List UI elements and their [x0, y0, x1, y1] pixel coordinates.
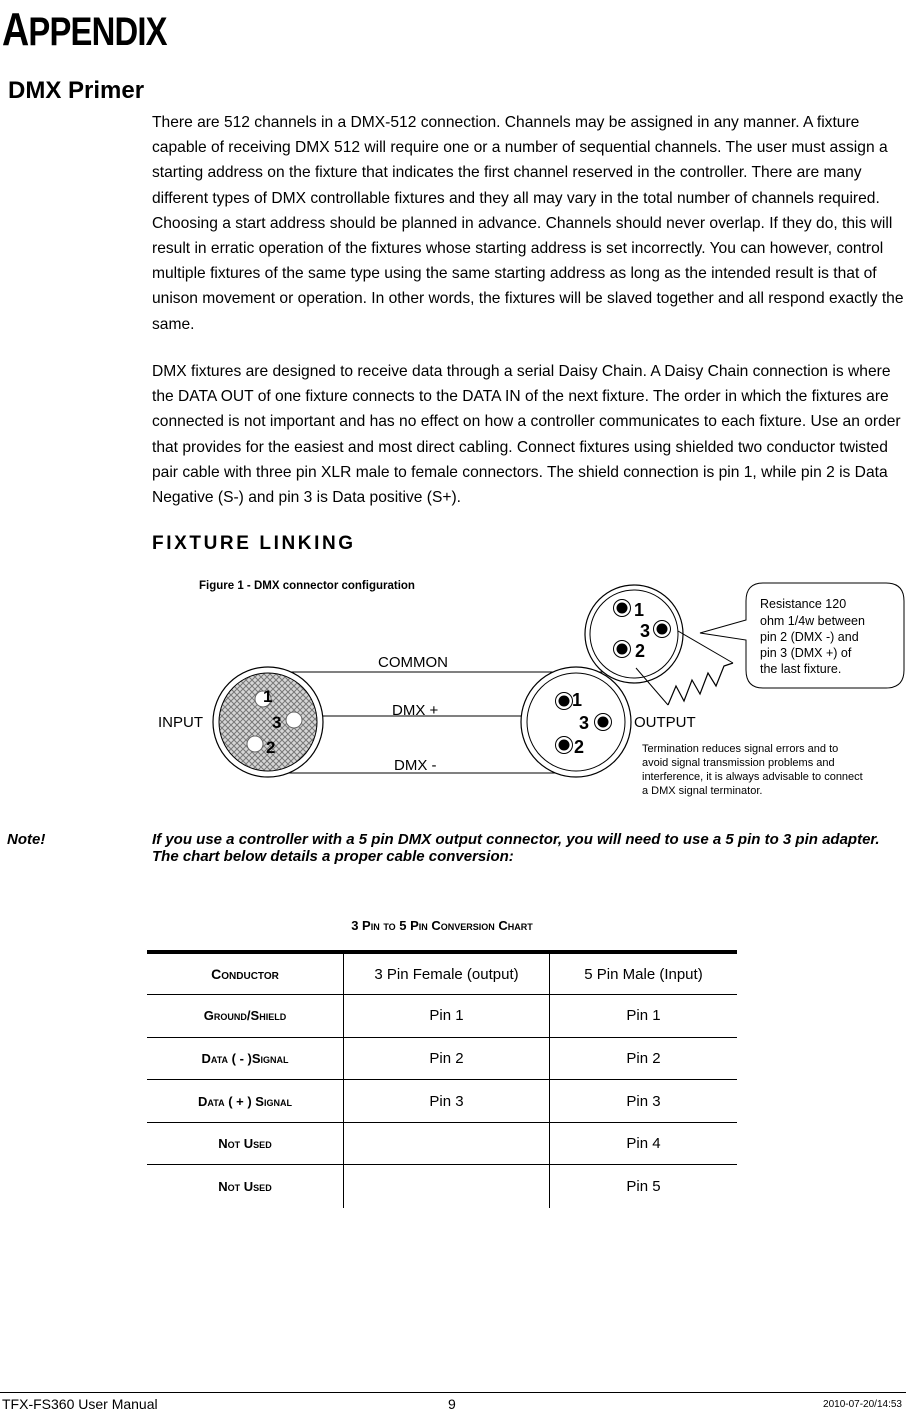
row-5pin: Pin 2	[626, 1049, 661, 1067]
input-pin-2-label: 2	[266, 738, 276, 757]
callout-line-3: pin 2 (DMX -) and	[760, 630, 859, 644]
row-conductor: Data ( - )Signal	[201, 1050, 289, 1066]
header-3pin: 3 Pin Female (output)	[344, 952, 550, 995]
row-5pin: Pin 4	[626, 1135, 661, 1153]
termination-note	[642, 743, 863, 797]
heading-initial: A	[2, 3, 29, 55]
footer-divider	[0, 1392, 906, 1393]
callout-line-4: pin 3 (DMX +) of	[760, 646, 852, 660]
resistor-icon	[668, 663, 733, 705]
resistance-callout	[700, 583, 904, 688]
dmx-minus-label: DMX -	[394, 757, 437, 774]
callout-line-5: the last fixture.	[760, 662, 842, 676]
paragraph-channels: There are 512 channels in a DMX-512 connection. Channels may be assigned in any manner. A fixture capable of receiving DMX 512 will require one or a number of sequential channels. The user must assign a starting address on the fixture that indicates the first channel reserved in the controller. There are many different types of DMX controllable fixtures and they all may vary in the total number of channels required. Choosing a start address should be planned in advance. Channels should never overlap. If they do, this will result in erratic operation of the fixtures whose starting address is set incorrectly. You can however, control multiple fixtures of the same type using the same starting address as long as the intended result is that of unison movement or operation. In other words, the fixtures will be slaved together and all respond exactly the same.	[152, 114, 904, 333]
row-5pin: Pin 5	[626, 1178, 661, 1196]
dmx-plus-label: DMX +	[392, 702, 439, 719]
footer-manual-title: TFX-FS360 User Manual	[2, 1396, 158, 1412]
termination-line-4: a DMX signal terminator.	[642, 785, 763, 797]
section-title: DMX Primer	[8, 77, 145, 104]
heading-rest: PPENDIX	[28, 10, 167, 54]
header-5pin: 5 Pin Male (Input)	[584, 965, 703, 983]
note-label: Note!	[7, 831, 46, 848]
page-heading	[2, 2, 167, 56]
figure-caption: Figure 1 - DMX connector configuration	[199, 580, 415, 592]
termination-line-3: interference, it is always advisable to connect	[642, 771, 863, 783]
table-row	[147, 995, 737, 1038]
conversion-table	[147, 950, 737, 1208]
input-pin-2	[247, 736, 263, 752]
table-row	[147, 1080, 737, 1123]
input-pin-3-label: 3	[272, 713, 282, 732]
input-pin-1-label: 1	[263, 687, 273, 706]
row-3pin: Pin 1	[344, 995, 550, 1038]
header-conductor: Conductor	[211, 966, 279, 983]
row-5pin: Pin 3	[626, 1092, 661, 1110]
table-header-row	[147, 952, 737, 995]
table-row	[147, 1122, 737, 1165]
dmx-connector-diagram	[0, 560, 906, 810]
row-conductor: Not Used	[218, 1136, 272, 1152]
row-3pin	[344, 1165, 550, 1208]
note-line-1: If you use a controller with a 5 pin DMX output connector, you will need to use a 5 pin to 3 pin adapter.	[152, 831, 880, 848]
row-5pin: Pin 1	[626, 1007, 661, 1025]
input-label: INPUT	[158, 714, 203, 731]
output-pin-3-label: 3	[579, 713, 590, 733]
footer-timestamp: 2010-07-20/14:53	[823, 1399, 902, 1410]
terminator-pin-3-label: 3	[640, 621, 651, 641]
note-line-2: The chart below details a proper cable conversion:	[152, 848, 514, 865]
output-connector	[521, 667, 631, 777]
terminator-pin-2-label: 2	[635, 641, 646, 661]
row-conductor: Data ( + ) Signal	[198, 1093, 292, 1109]
table-row	[147, 1165, 737, 1208]
termination-line-1: Termination reduces signal errors and to	[642, 743, 839, 755]
note-text	[152, 831, 902, 865]
row-conductor: Ground/Shield	[203, 1008, 287, 1024]
conversion-chart-title: 3 Pin to 5 Pin Conversion Chart	[351, 918, 533, 933]
callout-line-1: Resistance 120	[760, 597, 847, 611]
paragraph-daisy-chain: DMX fixtures are designed to receive data through a serial Daisy Chain. A Daisy Chain connection is where the DATA OUT of one fixture connects to the DATA IN of the next fixture. The order in which the fixtures are connected is not important and has no effect on how a controller communicates to each fixture. Use an order that provides for the easiest and most direct cabling. Connect fixtures using shielded two conductor twisted pair cable with three pin XLR male to female connectors. The shield connection is pin 1, while pin 2 is Data Negative (S-) and pin 3 is Data positive (S+).	[152, 363, 901, 507]
footer-page-number: 9	[448, 1396, 456, 1412]
subsection-title: FIXTURE LINKING	[152, 533, 356, 554]
row-3pin	[344, 1122, 550, 1165]
output-pin-2-label: 2	[574, 737, 585, 757]
output-pin-1-label: 1	[572, 690, 583, 710]
row-3pin: Pin 2	[344, 1037, 550, 1080]
output-label: OUTPUT	[634, 714, 696, 731]
callout-line-2: ohm 1/4w between	[760, 614, 865, 628]
common-label: COMMON	[378, 654, 448, 671]
input-pin-3	[286, 712, 302, 728]
row-conductor: Not Used	[218, 1179, 272, 1195]
termination-line-2: avoid signal transmission problems and	[642, 757, 835, 769]
table-row	[147, 1037, 737, 1080]
terminator-pin-1-label: 1	[634, 600, 645, 620]
row-3pin: Pin 3	[344, 1080, 550, 1123]
input-connector	[213, 667, 323, 777]
